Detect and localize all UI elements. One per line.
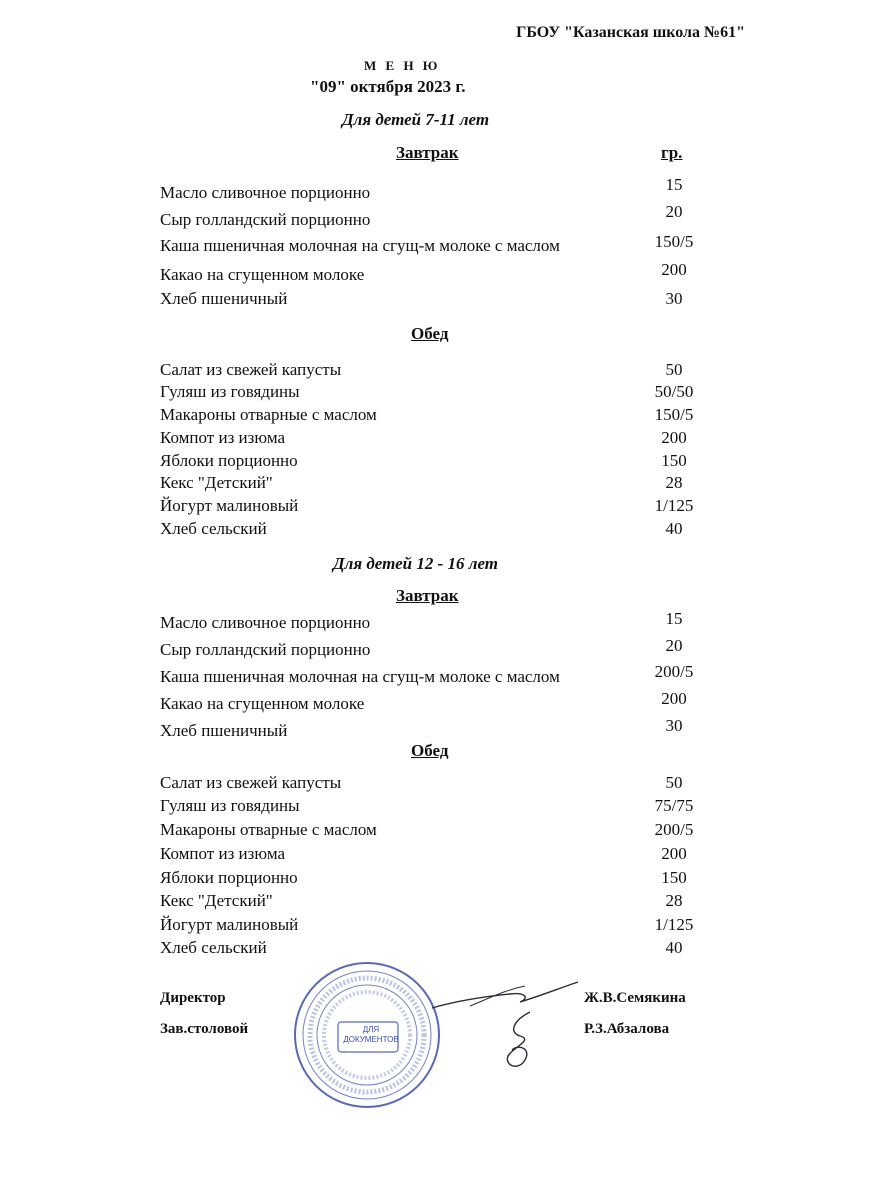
menu-item-qty: 15 — [665, 175, 683, 194]
menu-item-qty: 28 — [665, 473, 683, 492]
menu-item-name: Йогурт малиновый — [160, 915, 299, 934]
menu-item-qty: 200 — [661, 689, 687, 708]
menu-date: "09" октября 2023 г. — [310, 77, 466, 96]
canteen-manager-label: Зав.столовой — [160, 1021, 249, 1037]
menu-item-name: Сыр голландский порционно — [160, 210, 371, 229]
menu-item-qty: 150 — [661, 868, 687, 887]
lunch-title-7-11: Обед — [411, 324, 449, 343]
menu-item-name: Хлеб пшеничный — [160, 721, 288, 740]
menu-heading: М Е Н Ю — [364, 58, 441, 73]
menu-item-name: Какао на сгущенном молоке — [160, 265, 365, 284]
menu-item-name: Сыр голландский порционно — [160, 640, 371, 659]
menu-item-name: Кекс "Детский" — [160, 891, 273, 910]
menu-item-qty: 50/50 — [654, 382, 694, 401]
stamp-center-text: ДЛЯ ДОКУМЕНТОВ — [343, 1025, 399, 1044]
menu-item-name: Салат из свежей капусты — [160, 360, 342, 379]
menu-item-qty: 20 — [665, 202, 683, 221]
menu-item-name: Хлеб сельский — [160, 938, 267, 957]
menu-item-qty: 50 — [665, 773, 683, 792]
units-label: гр. — [661, 143, 683, 162]
menu-item-name: Каша пшеничная молочная на сгущ-м молоке с маслом — [160, 667, 560, 686]
breakfast-title-7-11: Завтрак — [396, 143, 459, 162]
director-label: Директор — [160, 990, 226, 1006]
menu-item-name: Салат из свежей капусты — [160, 773, 342, 792]
menu-item-qty: 40 — [665, 938, 683, 957]
menu-item-name: Макароны отварные с маслом — [160, 405, 377, 424]
lunch-title-12-16: Обед — [411, 741, 449, 760]
menu-item-name: Кекс "Детский" — [160, 473, 273, 492]
director-name: Ж.В.Семякина — [584, 990, 686, 1006]
menu-item-qty: 28 — [665, 891, 683, 910]
canteen-manager-name: Р.З.Абзалова — [584, 1021, 670, 1037]
menu-item-qty: 200 — [661, 260, 687, 279]
menu-item-name: Хлеб сельский — [160, 519, 267, 538]
breakfast-title-12-16: Завтрак — [396, 586, 459, 605]
organization-name: ГБОУ "Казанская школа №61" — [516, 24, 745, 41]
canteen-signature-icon — [500, 1010, 545, 1075]
menu-item-name: Яблоки порционно — [160, 451, 298, 470]
menu-item-qty: 150/5 — [654, 232, 694, 251]
menu-item-qty: 1/125 — [654, 915, 694, 934]
menu-item-name: Компот из изюма — [160, 844, 286, 863]
menu-item-name: Каша пшеничная молочная на сгущ-м молоке с маслом — [160, 236, 560, 255]
menu-item-name: Масло сливочное порционно — [160, 183, 371, 202]
menu-item-name: Гуляш из говядины — [160, 796, 300, 815]
menu-item-qty: 200 — [661, 844, 687, 863]
menu-item-qty: 200/5 — [654, 662, 694, 681]
menu-item-qty: 75/75 — [654, 796, 694, 815]
menu-item-qty: 150/5 — [654, 405, 694, 424]
menu-item-name: Гуляш из говядины — [160, 382, 300, 401]
menu-item-name: Какао на сгущенном молоке — [160, 694, 365, 713]
menu-item-qty: 30 — [665, 289, 683, 308]
menu-item-qty: 50 — [665, 360, 683, 379]
menu-item-name: Хлеб пшеничный — [160, 289, 288, 308]
menu-item-qty: 200/5 — [654, 820, 694, 839]
menu-item-qty: 30 — [665, 716, 683, 735]
menu-item-name: Йогурт малиновый — [160, 496, 299, 515]
age-group-7-11: Для детей 7-11 лет — [342, 110, 490, 129]
menu-item-qty: 200 — [661, 428, 687, 447]
menu-item-name: Масло сливочное порционно — [160, 613, 371, 632]
menu-item-qty: 40 — [665, 519, 683, 538]
menu-item-qty: 150 — [661, 451, 687, 470]
menu-item-name: Компот из изюма — [160, 428, 286, 447]
menu-item-qty: 15 — [665, 609, 683, 628]
menu-item-qty: 1/125 — [654, 496, 694, 515]
menu-item-qty: 20 — [665, 636, 683, 655]
menu-item-name: Яблоки порционно — [160, 868, 298, 887]
age-group-12-16: Для детей 12 - 16 лет — [333, 554, 499, 573]
menu-item-name: Макароны отварные с маслом — [160, 820, 377, 839]
